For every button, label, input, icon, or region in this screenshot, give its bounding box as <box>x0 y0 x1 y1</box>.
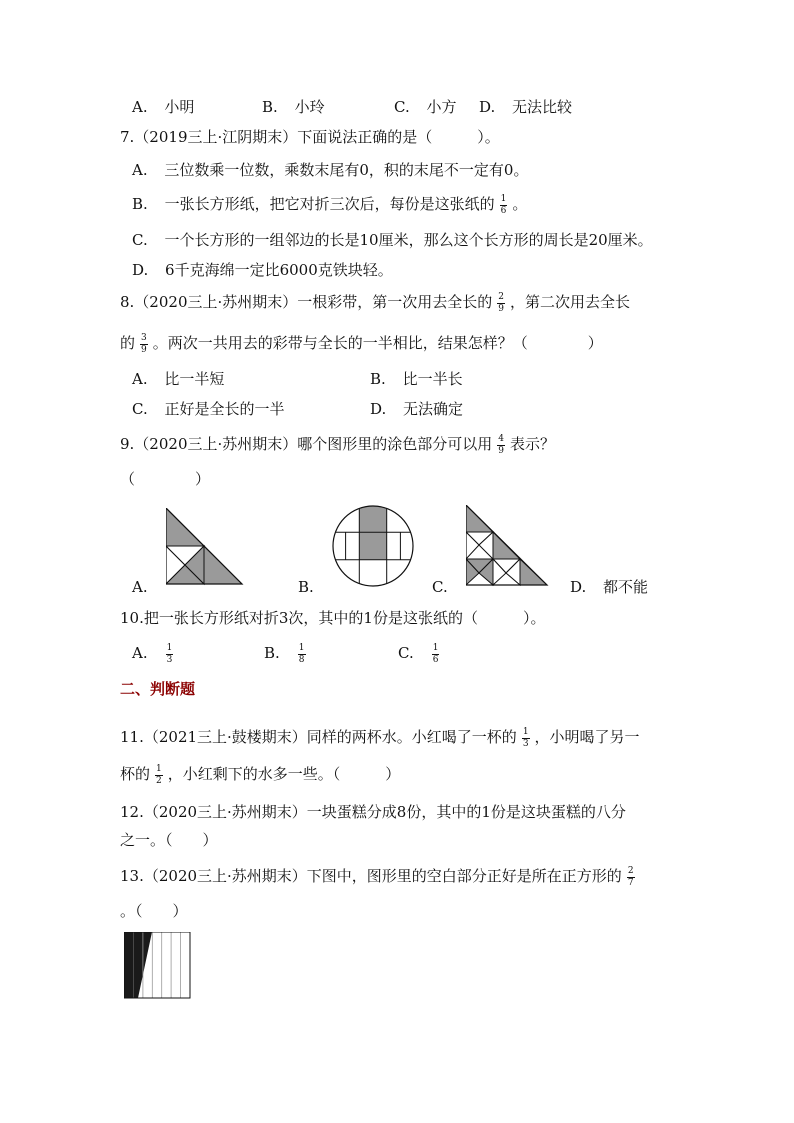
option-text: 无法确定 <box>403 400 464 418</box>
q8-option-a[interactable] <box>132 369 224 389</box>
option-letter: D. <box>570 578 587 596</box>
option-text: 一张长方形纸，把它对折三次后，每份是这张纸的 <box>164 195 495 213</box>
stem-text: ，小红剩下的水多一些。（ ） <box>167 765 401 783</box>
q11-stem-line1 <box>120 727 640 749</box>
q8-stem-line2 <box>120 333 603 355</box>
q7-option-a[interactable] <box>132 160 528 180</box>
option-letter: C. <box>394 98 410 116</box>
option-letter: A. <box>132 370 148 388</box>
q12-stem-line1: 12.（2020三上·苏州期末）一块蛋糕分成8份，其中的1份是这块蛋糕的八分 <box>120 803 626 821</box>
q6-option-d[interactable] <box>479 97 572 117</box>
q13-figure <box>124 932 192 1000</box>
option-text: 小明 <box>164 98 195 116</box>
stem-text: 8.（2020三上·苏州期末）一根彩带，第一次用去全长的 <box>120 293 493 311</box>
q10-option-b[interactable] <box>264 643 311 665</box>
option-text: 都不能 <box>603 578 649 596</box>
q9-figure-c <box>466 505 550 587</box>
stem-text: 9.（2020三上·苏州期末）哪个图形里的涂色部分可以用 <box>120 435 493 453</box>
option-text: 一个长方形的一组邻边的长是10厘米，那么这个长方形的周长是20厘米。 <box>164 231 653 249</box>
q7-option-d[interactable] <box>132 260 393 280</box>
option-letter: C. <box>132 400 148 418</box>
fraction: $\frac{1}{8}$ <box>298 642 305 665</box>
option-text: 比一半短 <box>164 370 225 388</box>
q6-option-a[interactable] <box>132 97 194 117</box>
option-letter: D. <box>479 98 496 116</box>
q9-option-c[interactable]: C. <box>432 578 448 596</box>
q10-stem: 10.把一张长方形纸对折3次，其中的1份是这张纸的（ ）。 <box>120 609 546 627</box>
fraction: $\frac{4}{9}$ <box>498 433 504 456</box>
option-text: 小方 <box>426 98 457 116</box>
q9-figure-a <box>166 508 244 586</box>
option-text: 比一半长 <box>402 370 463 388</box>
q13-stem-line2: 。（ ） <box>120 902 188 920</box>
option-letter: D. <box>132 261 149 279</box>
fraction: $\frac{1}{6}$ <box>500 193 507 216</box>
option-text: 正好是全长的一半 <box>164 400 285 418</box>
section-title: 二、判断题 <box>120 680 196 698</box>
fraction: $\frac{3}{9}$ <box>141 332 147 355</box>
option-letter: B. <box>370 370 386 388</box>
q10-option-c[interactable] <box>398 643 444 665</box>
q7-option-c[interactable] <box>132 230 653 250</box>
option-letter: D. <box>370 400 387 418</box>
option-text: 三位数乘一位数，乘数末尾有0，积的末尾不一定有0。 <box>164 161 529 179</box>
stem-text: 表示？ <box>510 435 556 453</box>
q7-stem: 7.（2019三上·江阴期末）下面说法正确的是（ ）。 <box>120 128 500 146</box>
q8-stem-line1 <box>120 292 630 314</box>
q13-stem-line1 <box>120 866 640 888</box>
option-text: 小玲 <box>294 98 325 116</box>
q6-option-c[interactable] <box>394 97 457 117</box>
q8-option-b[interactable] <box>370 369 463 389</box>
stem-text: ，第二次用去全长 <box>510 293 631 311</box>
q9-stem <box>120 434 555 456</box>
q9-answer-paren: （ ） <box>120 470 211 488</box>
stem-text: 。两次一共用去的彩带与全长的一半相比，结果怎样？（ ） <box>152 334 603 352</box>
q8-option-d[interactable] <box>370 399 463 419</box>
option-letter: B. <box>132 195 148 213</box>
q7-option-b[interactable] <box>132 194 527 216</box>
option-text-end: 。 <box>512 195 528 213</box>
option-letter: A. <box>132 161 148 179</box>
stem-text: ，小明喝了另一 <box>534 728 640 746</box>
option-letter: B. <box>262 98 278 116</box>
option-letter: A. <box>132 98 148 116</box>
fraction: $\frac{2}{7}$ <box>627 865 634 888</box>
option-letter: C. <box>398 644 414 662</box>
q9-option-a[interactable]: A. <box>132 578 148 596</box>
q8-option-c[interactable] <box>132 399 285 419</box>
option-letter: B. <box>264 644 280 662</box>
option-text: 无法比较 <box>512 98 573 116</box>
fraction: $\frac{1}{3}$ <box>166 642 173 665</box>
q11-stem-line2 <box>120 764 400 786</box>
option-letter: C. <box>132 231 148 249</box>
option-letter: A. <box>132 644 148 662</box>
stem-text: 杯的 <box>120 765 151 783</box>
stem-text: 的 <box>120 334 136 352</box>
q9-figure-b <box>332 505 414 587</box>
fraction: $\frac{1}{6}$ <box>432 642 439 665</box>
fraction: $\frac{1}{3}$ <box>522 726 529 749</box>
fraction: $\frac{1}{2}$ <box>156 763 162 786</box>
q12-stem-line2: 之一。（ ） <box>120 831 218 849</box>
q9-option-b[interactable]: B. <box>298 578 314 596</box>
stem-text: 13.（2020三上·苏州期末）下图中，图形里的空白部分正好是所在正方形的 <box>120 867 622 885</box>
q10-option-a[interactable] <box>132 643 178 665</box>
fraction: $\frac{2}{9}$ <box>498 291 504 314</box>
q9-option-d[interactable] <box>570 577 648 597</box>
stem-text: 11.（2021三上·鼓楼期末）同样的两杯水。小红喝了一杯的 <box>120 728 517 746</box>
option-text: 6千克海绵一定比6000克铁块轻。 <box>165 261 393 279</box>
q6-option-b[interactable] <box>262 97 325 117</box>
